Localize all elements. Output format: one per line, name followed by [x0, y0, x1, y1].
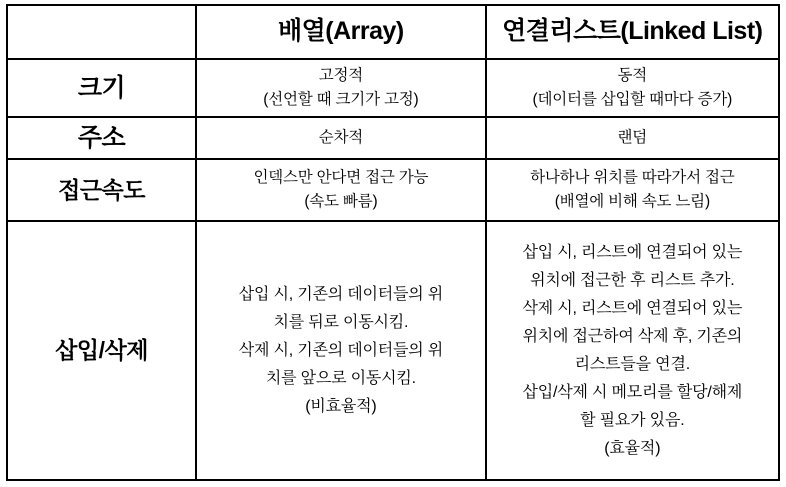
header-linked-list: 연결리스트(Linked List): [486, 5, 779, 59]
table-row-size: [7, 59, 779, 117]
cell-insert-delete-list-line-3: 삭제 시, 리스트에 연결되어 있는: [522, 299, 743, 317]
cell-insert-delete-list-line-6: 삽입/삭제 시 메모리를 할당/해제: [522, 383, 743, 401]
cell-insert-delete-list-line-7: 할 필요가 있음.: [580, 411, 685, 429]
cell-insert-delete-array-line-1: 삽입 시, 기존의 데이터들의 위: [238, 285, 444, 303]
header-corner-empty: [7, 5, 196, 59]
cell-address-list-line-1: 랜덤: [617, 129, 648, 147]
cell-insert-delete-list-line-2: 위치에 접근한 후 리스트 추가.: [530, 271, 735, 289]
cell-access-speed-list-line-1: 하나하나 위치를 따라가서 접근: [530, 169, 735, 187]
cell-insert-delete-array-line-3: 삭제 시, 기존의 데이터들의 위: [238, 341, 444, 359]
cell-size-list-line-1: 동적: [617, 67, 648, 85]
cell-insert-delete-list: [486, 221, 779, 480]
row-label-address: 주소: [7, 117, 196, 159]
cell-insert-delete-array-line-5: (비효율적): [305, 397, 377, 415]
cell-address-array: [196, 117, 486, 159]
cell-address-array-line-1: 순차적: [318, 129, 364, 147]
array-vs-linkedlist-table: [6, 4, 780, 481]
cell-address-list: [486, 117, 779, 159]
table-header-row: [7, 5, 779, 59]
cell-access-speed-list: [486, 159, 779, 221]
cell-size-list: [486, 59, 779, 117]
cell-insert-delete-list-line-5: 리스트들을 연결.: [574, 355, 690, 373]
cell-size-list-line-2: (데이터를 삽입할 때마다 증가): [532, 91, 733, 109]
table-row-access-speed: [7, 159, 779, 221]
cell-insert-delete-list-line-8: (효율적): [604, 439, 661, 457]
table-row-address: [7, 117, 779, 159]
cell-access-speed-array: [196, 159, 486, 221]
cell-size-array-line-1: 고정적: [318, 67, 364, 85]
cell-insert-delete-array: [196, 221, 486, 480]
cell-insert-delete-list-line-1: 삽입 시, 리스트에 연결되어 있는: [522, 243, 743, 261]
header-array: 배열(Array): [196, 5, 486, 59]
row-label-access-speed: 접근속도: [7, 159, 196, 221]
cell-access-speed-array-line-2: (속도 빠름): [304, 193, 378, 211]
cell-size-array: [196, 59, 486, 117]
cell-insert-delete-array-line-4: 치를 앞으로 이동시킴.: [265, 369, 416, 387]
table-row-insert-delete: [7, 221, 779, 480]
row-label-size: 크기: [7, 59, 196, 117]
cell-size-array-line-2: (선언할 때 크기가 고정): [263, 91, 419, 109]
cell-insert-delete-array-line-2: 치를 뒤로 이동시킴.: [273, 313, 409, 331]
row-label-insert-delete: 삽입/삭제: [7, 221, 196, 480]
cell-access-speed-list-line-2: (배열에 비해 속도 느림): [554, 193, 710, 211]
cell-access-speed-array-line-1: 인덱스만 안다면 접근 가능: [253, 169, 429, 187]
cell-insert-delete-list-line-4: 위치에 접근하여 삭제 후, 기존의: [522, 327, 743, 345]
